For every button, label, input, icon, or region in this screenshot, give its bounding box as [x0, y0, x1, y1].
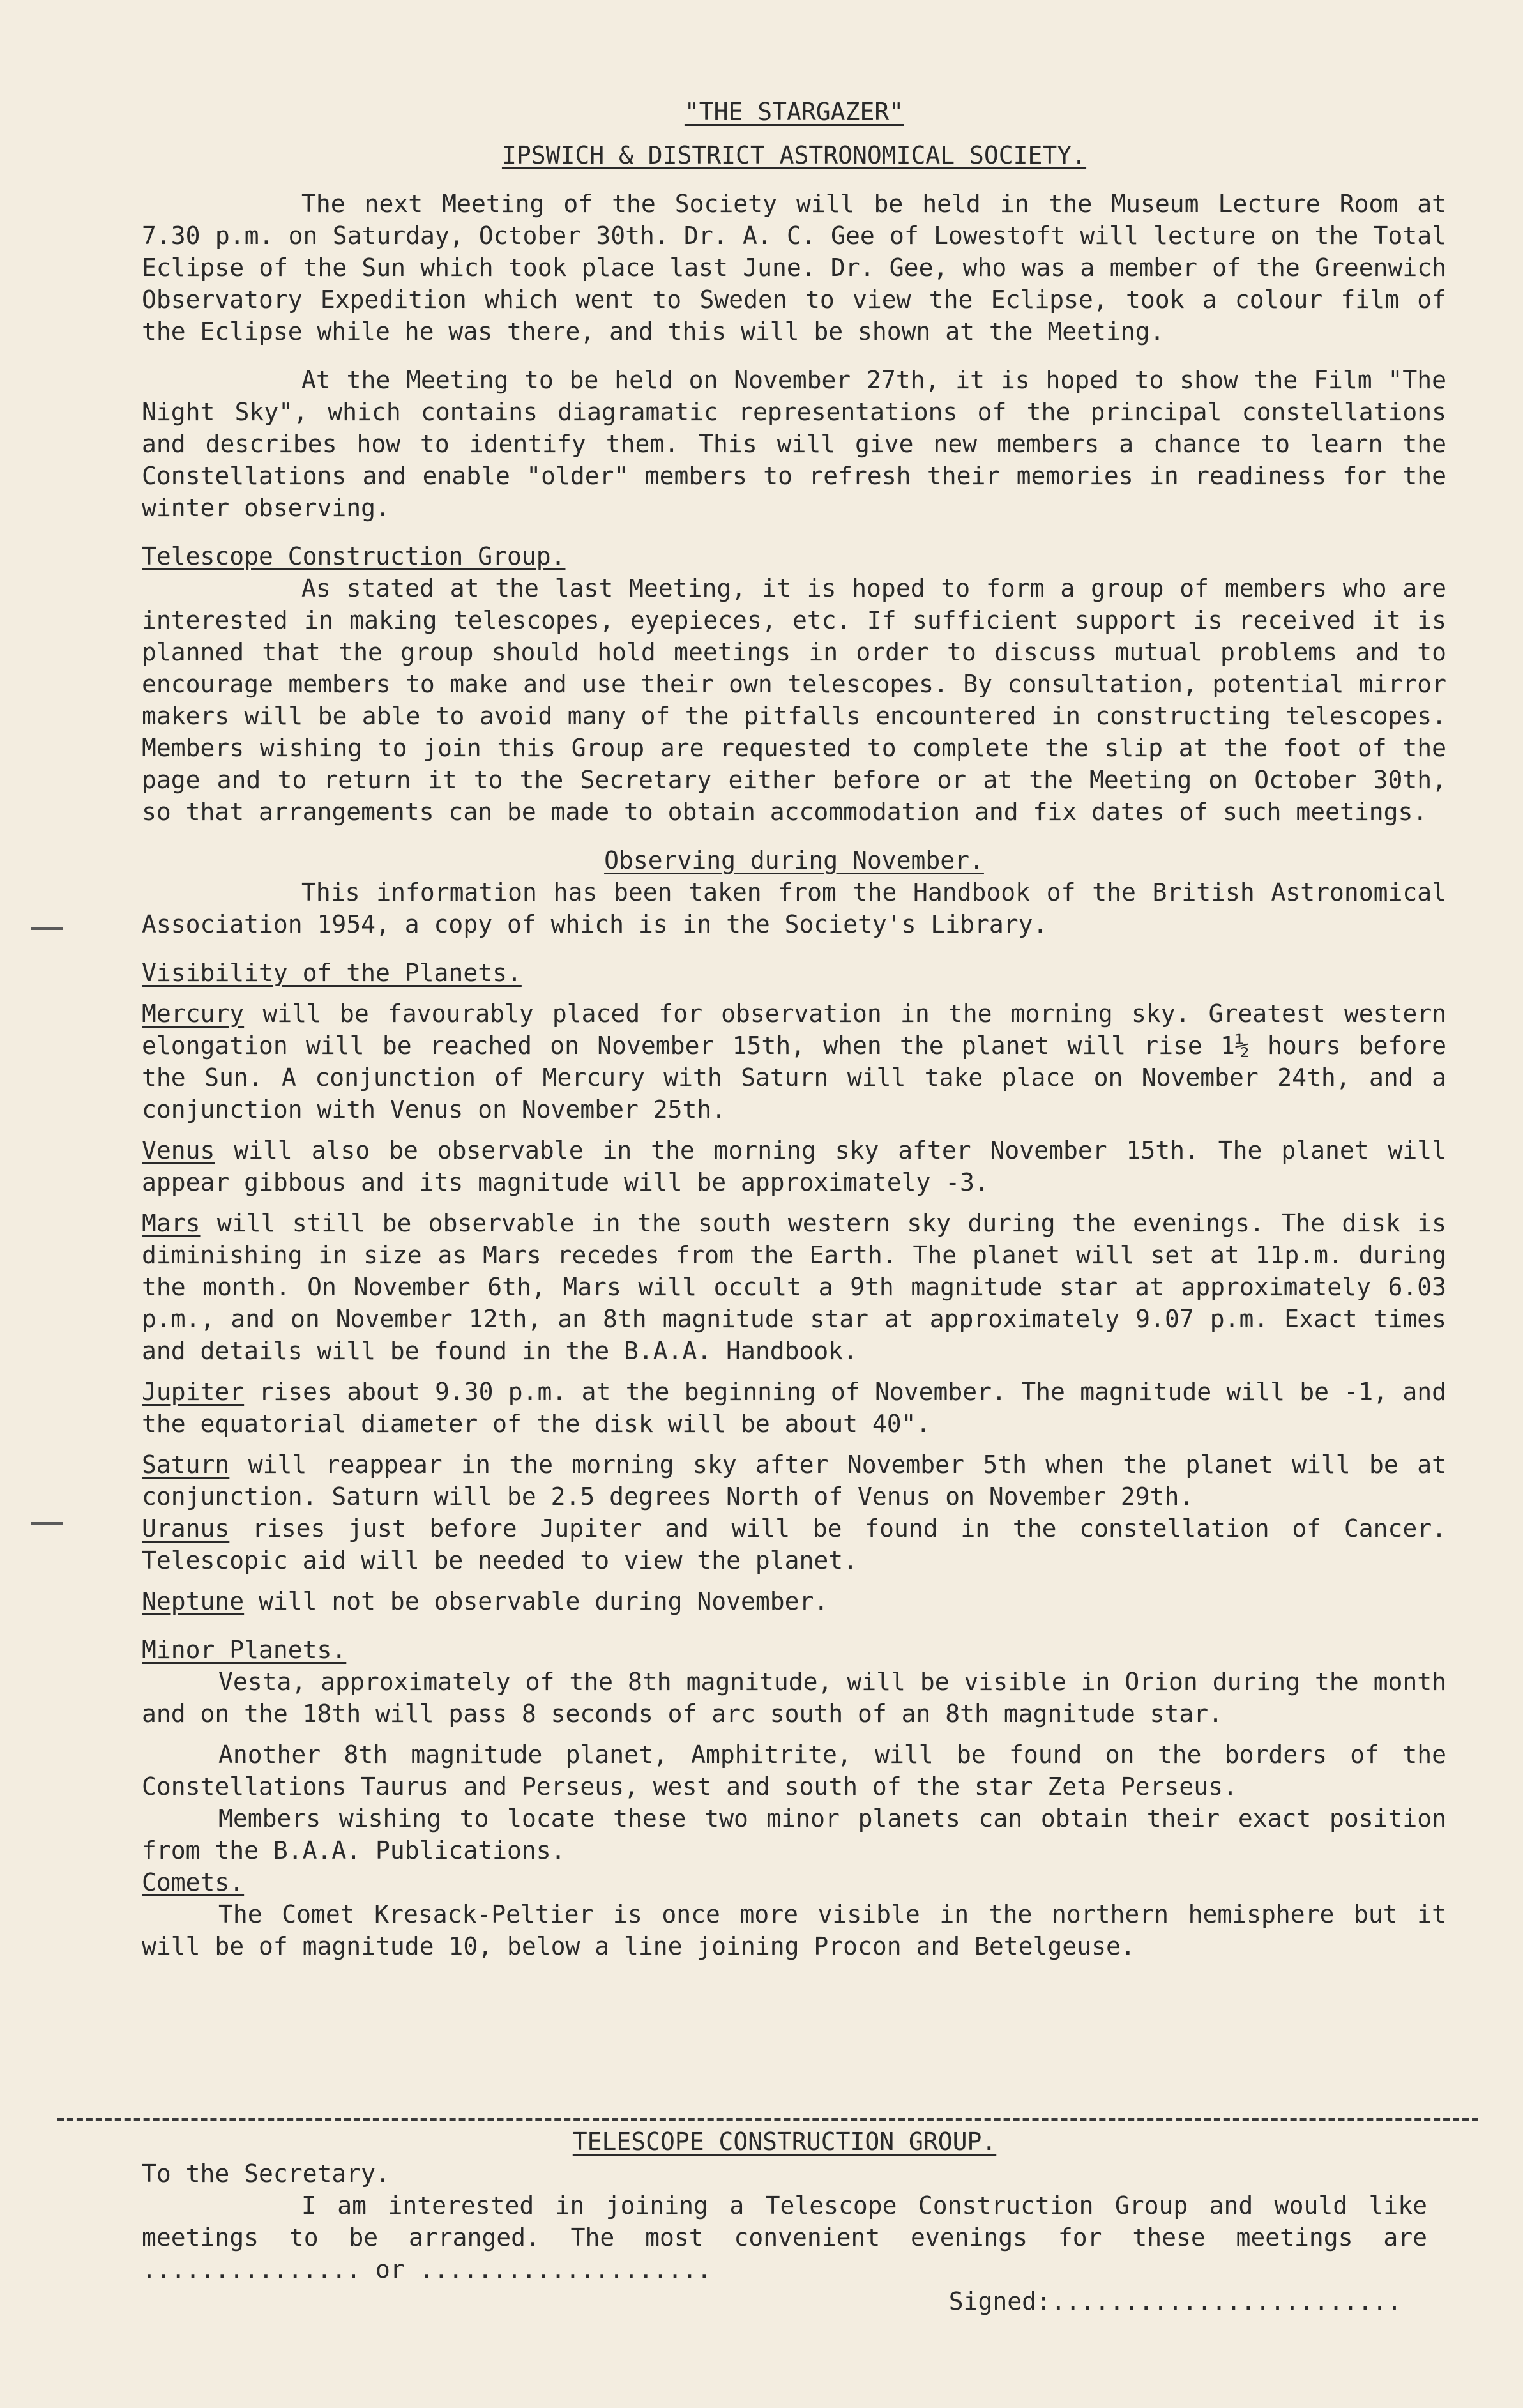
comets-section — [142, 1866, 1446, 1962]
planet-name: Uranus — [142, 1514, 230, 1543]
comets-heading: Comets. — [142, 1868, 245, 1896]
slip-text: I am interested in joining a Telescope Construction Group and would like meetings to be arranged. The most convenient evenings for these meetings are ............... or .................... — [142, 2191, 1427, 2283]
slip-heading: TELESCOPE CONSTRUCTION GROUP. — [572, 2128, 997, 2156]
planet-list — [142, 998, 1446, 1617]
intro-paragraph-2: At the Meeting to be held on November 27th, it is hoped to show the Film "The Night Sky", which contains diagramatic representations of the principal constellations and describes how to identify them. This will give new members a chance to learn the Constellations and enable "older" members to refresh their memories in readiness for the winter observing. — [142, 366, 1446, 522]
planet-entry — [142, 1449, 1446, 1513]
observing-heading: Observing during November. — [604, 846, 984, 874]
planet-text: rises just before Jupiter and will be found in the constellation of Cancer. Telescopic aid will be needed to view the planet. — [142, 1514, 1446, 1574]
newsletter-title: "THE STARGAZER" — [684, 98, 904, 126]
planet-entry — [142, 1207, 1446, 1367]
planet-text: rises about 9.30 p.m. at the beginning of November. The magnitude will be -1, and the equatorial diameter of the disk will be about 40". — [142, 1378, 1446, 1438]
planet-name: Jupiter — [142, 1378, 245, 1406]
minor-planets-paragraph-2: Another 8th magnitude planet, Amphitrite, will be found on the borders of the Constellations Taurus and Perseus, west and south of the star Zeta Perseus. — [142, 1741, 1446, 1801]
planet-entry — [142, 1376, 1446, 1440]
minor-planets-section — [142, 1634, 1446, 1866]
intro-paragraph-1: The next Meeting of the Society will be held in the Museum Lecture Room at 7.30 p.m. on Saturday, October 30th. Dr. A. C. Gee of Lowestoft will lecture on the Total Eclipse of the Sun which took place last June. Dr. Gee, who was a member of the Greenwich Observatory Expedition which went to Sweden to view the Eclipse, took a colour film of the Eclipse while he was there, and this will be shown at the Meeting. — [142, 190, 1446, 346]
planets-heading: Visibility of the Planets. — [142, 959, 522, 987]
comets-text: The Comet Kresack-Peltier is once more visible in the northern hemisphere but it will be of magnitude 10, below a line joining Procon and Betelgeuse. — [142, 1900, 1446, 1960]
society-name: IPSWICH & DISTRICT ASTRONOMICAL SOCIETY. — [501, 141, 1087, 169]
planet-entry — [142, 1134, 1446, 1198]
telescope-group-heading: Telescope Construction Group. — [142, 542, 566, 570]
planet-text: will reappear in the morning sky after November 5th when the planet will be at conjunction. Saturn will be 2.5 degrees North of Venus on November 29th. — [142, 1451, 1446, 1511]
planet-name: Venus — [142, 1136, 215, 1164]
signature-line: Signed:........................ — [948, 2287, 1402, 2315]
telescope-group-section — [142, 540, 1446, 828]
minor-planets-paragraph-3: Members wishing to locate these two minor planets can obtain their exact position from the B.A.A. Publications. — [142, 1804, 1446, 1864]
planet-entry — [142, 1585, 1446, 1617]
minor-planets-heading: Minor Planets. — [142, 1636, 347, 1664]
observing-section — [142, 844, 1446, 940]
margin-mark — [31, 1522, 63, 1525]
planet-name: Mercury — [142, 1000, 245, 1028]
telescope-group-text: As stated at the last Meeting, it is hoped to form a group of members who are interested in making telescopes, eyepieces, etc. If sufficient support is received it is planned that the group should hold meetings in order to discuss mutual problems and to encourage members to make and use their own telescopes. By consultation, potential mirror makers will be able to avoid many of the pitfalls encountered in constructing telescopes. Members wishing to join this Group are requested to complete the slip at the foot of the page and to return it to the Secretary either before or at the Meeting on October 30th, so that arrangements can be made to obtain accommodation and fix dates of such meetings. — [142, 574, 1446, 826]
slip-addressee: To the Secretary. — [142, 2160, 390, 2188]
planet-entry — [142, 998, 1446, 1125]
margin-mark — [31, 927, 63, 930]
application-slip — [142, 2126, 1427, 2317]
planet-name: Saturn — [142, 1451, 230, 1479]
planet-text: will still be observable in the south western sky during the evenings. The disk is diminishing in size as Mars recedes from the Earth. The planet will set at 11p.m. during the month. On November 6th, Mars will occult a 9th magnitude star at approximately 6.03 p.m., and on November 12th, an 8th magnitude star at approximately 9.07 p.m. Exact times and details will be found in the B.A.A. Handbook. — [142, 1209, 1446, 1365]
minor-planets-paragraph-1: Vesta, approximately of the 8th magnitude, will be visible in Orion during the month and on the 18th will pass 8 seconds of arc south of an 8th magnitude star. — [142, 1668, 1446, 1728]
planet-name: Neptune — [142, 1587, 245, 1615]
planet-entry — [142, 1513, 1446, 1576]
planet-text: will be favourably placed for observation in the morning sky. Greatest western elongation will be reached on November 15th, when the planet will rise 1½ hours before the Sun. A conjunction of Mercury with Saturn will take place on November 24th, and a conjunction with Venus on November 25th. — [142, 1000, 1446, 1124]
planet-text: will also be observable in the morning sky after November 15th. The planet will appear gibbous and its magnitude will be approximately -3. — [142, 1136, 1446, 1196]
tear-off-line — [57, 2118, 1478, 2121]
planets-section — [142, 957, 1446, 1617]
planet-text: will not be observable during November. — [244, 1587, 829, 1615]
planet-name: Mars — [142, 1209, 201, 1237]
observing-text: This information has been taken from the Handbook of the British Astronomical Association 1954, a copy of which is in the Society's Library. — [142, 878, 1446, 938]
